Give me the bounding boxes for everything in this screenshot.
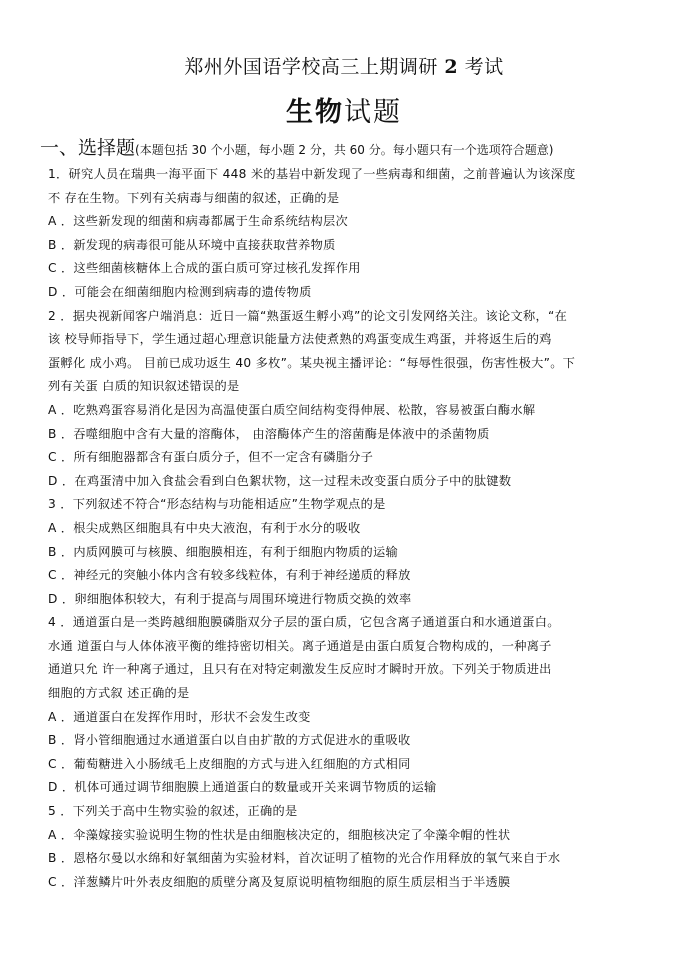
subject-title	[0, 90, 688, 129]
section-heading-title: 一、选择题	[40, 137, 136, 159]
subject-title-bold: 生物	[286, 97, 344, 128]
section-heading-note: (本题包括 30 个小题，每小题 2 分，共 60 分。每小题只有一个选项符合题意)	[135, 143, 554, 157]
question-3	[48, 493, 644, 611]
option-a: A ．这些新发现的细菌和病毒都属于生命系统结构层次	[48, 214, 349, 229]
option-b: B ．内质网膜可与核膜、细胞膜相连，有利于细胞内物质的运输	[48, 544, 398, 559]
option-a: A ．吃熟鸡蛋容易消化是因为高温使蛋白质空间结构变得伸展、松散，容易被蛋白酶水解	[48, 402, 536, 417]
option-c: C ．葡萄糖进入小肠绒毛上皮细胞的方式与进入红细胞的方式相同	[48, 756, 411, 771]
option-b: B ．肾小管细胞通过水通道蛋白以自由扩散的方式促进水的重吸收	[48, 733, 411, 748]
option-b: B ．新发现的病毒很可能从环境中直接获取营养物质	[48, 237, 336, 252]
question-stem-line: 5 ．下列关于高中生物实验的叙述，正确的是	[48, 804, 298, 819]
exam-title-part-b: 考试	[464, 56, 504, 78]
question-stem-line: 3 ．下列叙述不符合“形态结构与功能相适应”生物学观点的是	[48, 497, 386, 512]
question-stem-line: 细胞的方式叙 述正确的是	[48, 686, 190, 701]
question-stem-line: 该 校导师指导下，学生通过超心理意识能量方法使煮熟的鸡蛋变成生鸡蛋，并将返生后的鸡	[48, 332, 552, 347]
question-1	[48, 163, 644, 305]
option-d: D ．卵细胞体积较大，有利于提高与周围环境进行物质交换的效率	[48, 591, 412, 606]
section-heading	[40, 133, 680, 160]
exam-title-part-a: 郑州外国语学校高三上期调研	[184, 56, 438, 78]
question-stem-line: 2 ．据央视新闻客户端消息：近日一篇“熟蛋返生孵小鸡”的论文引发网络关注。该论文称，“在	[48, 308, 568, 323]
option-a: A ．伞藻嫁接实验说明生物的性状是由细胞核决定的，细胞核决定了伞藻伞帽的性状	[48, 827, 511, 842]
option-d: D ．在鸡蛋清中加入食盐会看到白色絮状物，这一过程未改变蛋白质分子中的肽键数	[48, 473, 512, 488]
question-stem-line: 水通 道蛋白与人体体液平衡的维持密切相关。离子通道是由蛋白质复合物构成的，一种离子	[48, 638, 552, 653]
option-a: A ．通道蛋白在发挥作用时，形状不会发生改变	[48, 709, 311, 724]
option-d: D ．可能会在细菌细胞内检测到病毒的遗传物质	[48, 284, 312, 299]
question-4	[48, 611, 644, 800]
option-c: C ．这些细菌核糖体上合成的蛋白质可穿过核孔发挥作用	[48, 261, 361, 276]
option-c: C ．洋葱鳞片叶外表皮细胞的质壁分离及复原说明植物细胞的原生质层相当于半透膜	[48, 874, 511, 889]
question-2	[48, 305, 644, 494]
question-stem-line: 1．研究人员在瑞典一海平面下 448 米的基岩中新发现了一些病毒和细菌，之前普遍认为该深度	[48, 167, 576, 181]
option-b: B ．吞噬细胞中含有大量的溶酶体， 由溶酶体产生的溶菌酶是体液中的杀菌物质	[48, 426, 490, 441]
question-stem-line: 4 ．通道蛋白是一类跨越细胞膜磷脂双分子层的蛋白质，它包含离子通道蛋白和水通道蛋白。	[48, 615, 560, 630]
questions	[48, 163, 644, 894]
option-c: C ．所有细胞器都含有蛋白质分子，但不一定含有磷脂分子	[48, 450, 374, 465]
question-stem-line: 蛋孵化 成小鸡。 目前已成功返生 40 多枚”。某央视主播评论：“每辱性很强，伤害性极大”。下	[48, 355, 576, 370]
option-d: D ．机体可通过调节细胞膜上通道蛋白的数量或开关来调节物质的运输	[48, 780, 437, 795]
exam-number: 2	[444, 56, 459, 78]
subject-title-rest: 试题	[344, 97, 402, 128]
option-c: C ．神经元的突触小体内含有较多线粒体，有利于神经递质的释放	[48, 568, 411, 583]
exam-title	[0, 52, 688, 79]
option-b: B ．恩格尔曼以水绵和好氧细菌为实验材料，首次证明了植物的光合作用释放的氧气来自于水	[48, 851, 561, 866]
question-stem-line: 列有关蛋 白质的知识叙述错误的是	[48, 379, 240, 394]
question-stem-line: 不 存在生物。下列有关病毒与细菌的叙述，正确的是	[48, 190, 340, 205]
question-stem-line: 通道只允 许一种离子通过，且只有在对特定刺激发生反应时才瞬时开放。下列关于物质进出	[48, 662, 552, 677]
option-a: A ．根尖成熟区细胞具有中央大液泡，有利于水分的吸收	[48, 520, 361, 535]
question-5	[48, 800, 644, 894]
